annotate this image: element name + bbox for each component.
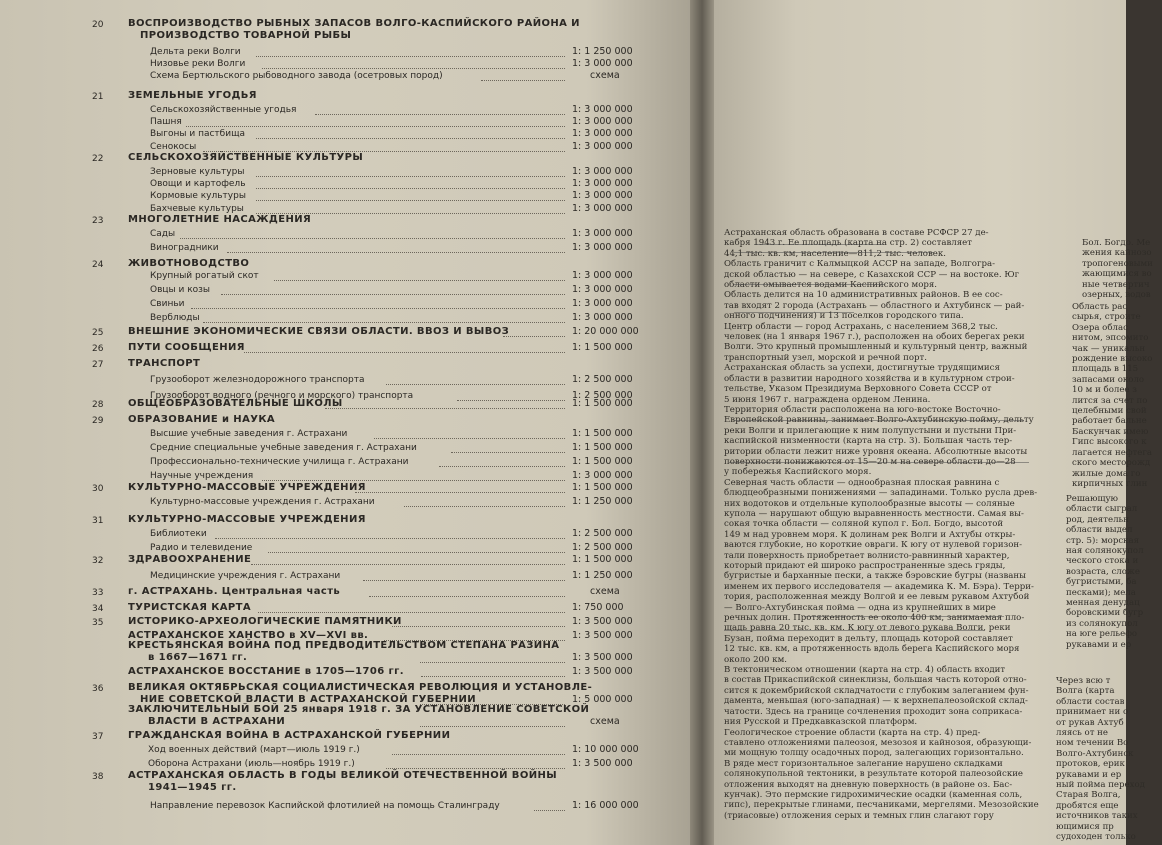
dot-leader xyxy=(256,205,565,214)
pencil-mark xyxy=(734,420,1024,421)
text-line: Область делится на 10 административных районов. В ее сос- xyxy=(724,290,1003,301)
entry-scale: 1: 20 000 000 xyxy=(572,326,639,337)
entry-scale: 1: 3 000 000 xyxy=(572,190,633,201)
text-line: Решающую xyxy=(1066,494,1118,504)
dot-leader xyxy=(244,344,565,353)
entry-scale: 1: 3 500 000 xyxy=(572,758,633,769)
text-line: кунчак). Это пермские гидрохимические осадки (каменная соль, xyxy=(724,789,1023,800)
dot-leader xyxy=(315,106,565,115)
text-line: из солянокупол xyxy=(1066,618,1138,629)
text-line: них водотоков и отдельные куполообразные высоты — соляные xyxy=(724,498,1015,509)
text-line: области омывается водами Каспийского моря. xyxy=(724,280,938,291)
text-line: ческого стока и xyxy=(1066,556,1139,567)
entry-number: 33 xyxy=(92,588,104,598)
entry-scale: 1: 1 500 000 xyxy=(572,456,633,467)
text-line: Область рас xyxy=(1072,302,1128,312)
dot-leader xyxy=(215,530,565,539)
text-line: — Волго-Ахтубинская пойма — одна из крупнейших в мире xyxy=(724,602,996,613)
text-line: ритории области лежит ниже уровня океана. Абсолютные высоты xyxy=(724,446,1028,457)
text-line: ского месторожд xyxy=(1072,458,1151,469)
entry-title: ВОСПРОИЗВОДСТВО РЫБНЫХ ЗАПАСОВ ВОЛГО-КАСПИЙСКОГО РАЙОНА И xyxy=(128,18,580,29)
text-line: 10 м и более з xyxy=(1072,385,1137,396)
text-line: рукавами и ер xyxy=(1056,769,1122,780)
entry-scale: 1: 16 000 000 xyxy=(572,800,639,811)
dot-leader xyxy=(221,286,565,295)
entry-title: МНОГОЛЕТНИЕ НАСАЖДЕНИЯ xyxy=(128,214,312,225)
entry-sub-label: Сады xyxy=(150,229,176,239)
entry-number: 29 xyxy=(92,416,104,426)
entry-title: ЗДРАВООХРАНЕНИЕ xyxy=(128,554,252,565)
text-line: Волги. Это крупный промышленный и культурный центр, важный xyxy=(724,342,1028,353)
entry-scale: 1: 1 500 000 xyxy=(572,428,633,439)
right-page xyxy=(714,0,1153,845)
dot-leader xyxy=(420,654,565,663)
entry-number: 23 xyxy=(92,216,104,226)
dot-leader xyxy=(180,230,565,239)
text-line: речных долин. Протяженность ее около 400 км, занимаемая пло- xyxy=(724,613,1025,624)
entry-title-continued: в 1667—1671 гг. xyxy=(148,652,248,663)
entry-scale: 1: 1 500 000 xyxy=(572,342,633,353)
entry-sub-label: Свиньи xyxy=(150,299,185,309)
text-line: области выдел xyxy=(1066,525,1133,536)
entry-number: 36 xyxy=(92,684,104,694)
text-line: ные четвертич xyxy=(1082,279,1150,290)
entry-number: 21 xyxy=(92,92,104,102)
dot-leader xyxy=(451,444,565,453)
entry-scale: 1: 3 000 000 xyxy=(572,166,633,177)
text-line: каспийской низменности (карта на стр. 3). Большая часть тер- xyxy=(724,436,1013,447)
text-line: бугристые и барханные пески, а также бэровские бугры (названы xyxy=(724,571,1026,582)
entry-number: 37 xyxy=(92,732,104,742)
entry-scale: 1: 3 000 000 xyxy=(572,178,633,189)
text-line: Через всю т xyxy=(1056,676,1111,686)
entry-title: АСТРАХАНСКАЯ ОБЛАСТЬ В ГОДЫ ВЕЛИКОЙ ОТЕЧЕСТВЕННОЙ ВОЙНЫ xyxy=(128,770,558,781)
entry-number: 26 xyxy=(92,344,104,354)
text-line: судоходен только xyxy=(1056,832,1136,843)
text-line: чатости. Здесь на границе сочленения проходит зона соприкаса- xyxy=(724,706,1023,717)
text-line: от рукав Ахтуб xyxy=(1056,717,1124,728)
text-line: В ряде мест горизонтальное залегание нарушено складками xyxy=(724,758,1003,769)
text-line: у побережья Каспийского моря. xyxy=(724,467,872,478)
entry-sub-label: Кормовые культуры xyxy=(150,191,246,201)
text-line: 149 м над уровнем моря. К долинам рек Волги и Ахтубы откры- xyxy=(724,529,1016,540)
pencil-mark xyxy=(724,630,984,631)
entry-title: ТРАНСПОРТ xyxy=(128,358,201,369)
text-line: В тектоническом отношении (карта на стр. 4) область входит xyxy=(724,665,1006,676)
dot-leader xyxy=(439,458,565,467)
text-line: тали поверхность приобретает волнисто-равнинный характер, xyxy=(724,550,1010,561)
entry-title: г. АСТРАХАНЬ. Центральная часть xyxy=(128,586,341,597)
text-line: дробятся еще xyxy=(1056,800,1119,811)
entry-title: АСТРАХАНСКОЕ ВОССТАНИЕ в 1705—1706 гг. xyxy=(128,666,404,677)
entry-scale: 1: 3 000 000 xyxy=(572,58,633,69)
entry-title: КУЛЬТУРНО-МАССОВЫЕ УЧРЕЖДЕНИЯ xyxy=(128,514,366,525)
text-line: Волго-Ахтубинск xyxy=(1056,748,1134,759)
entry-scale: 1: 3 500 000 xyxy=(572,616,633,627)
side-text-column-4 xyxy=(1056,676,1156,843)
book-gutter xyxy=(690,0,714,845)
entry-scale: 1: 1 250 000 xyxy=(572,570,633,581)
dot-leader xyxy=(355,484,565,493)
dot-leader xyxy=(256,168,565,177)
dot-leader xyxy=(203,314,565,323)
text-line: области сыграл xyxy=(1066,504,1138,515)
entry-scale: 1: 750 000 xyxy=(572,602,624,613)
dot-leader xyxy=(374,430,565,439)
text-line: онного подчинения) и 13 поселков городского типа. xyxy=(724,311,964,322)
text-line: запасами около xyxy=(1072,374,1145,385)
entry-sub-label: Выгоны и пастбища xyxy=(150,129,246,139)
entry-sub-label: Зерновые культуры xyxy=(150,167,245,177)
text-line: ваются глубокие, но короткие овраги. К югу от нулевой горизон- xyxy=(724,540,1023,551)
entry-number: 27 xyxy=(92,360,104,370)
entry-sub-label: Библиотеки xyxy=(150,529,207,539)
entry-sub-label: Средние специальные учебные заведения г. Астрахани xyxy=(150,443,417,453)
entry-sub-label: Направление перевозок Каспийской флотилией на помощь Сталинграду xyxy=(150,801,500,811)
entry-sub-label: Грузооборот железнодорожного транспорта xyxy=(150,375,365,385)
text-line: транспортный узел, морской и речной порт. xyxy=(724,352,928,363)
entry-sub-label: Бахчевые культуры xyxy=(150,204,244,214)
entry-title: ОБЩЕОБРАЗОВАТЕЛЬНЫЕ ШКОЛЫ xyxy=(128,398,343,409)
entry-scale: схема xyxy=(590,70,620,81)
entry-scale: 1: 3 500 000 xyxy=(572,666,633,677)
entry-sub-label: Овощи и картофель xyxy=(150,179,246,189)
text-line: стр. 5): морская xyxy=(1066,535,1140,546)
entry-scale: 1: 3 000 000 xyxy=(572,203,633,214)
entry-number: 25 xyxy=(92,328,104,338)
entry-sub-label: Дельта реки Волги xyxy=(150,47,241,57)
dot-leader xyxy=(258,604,565,613)
text-line: Центр области — город Астрахань, с населением 368,2 тыс. xyxy=(724,321,998,332)
dot-leader xyxy=(325,400,565,409)
dot-leader xyxy=(256,180,565,189)
dot-leader xyxy=(186,118,566,127)
text-line: тропогеновыми xyxy=(1082,258,1153,269)
dot-leader xyxy=(481,72,566,81)
pencil-mark xyxy=(729,462,1029,463)
entry-sub-label: Грузооборот водного (речного и морского) транспорта xyxy=(150,391,414,401)
text-line: озерных, водов xyxy=(1082,290,1151,301)
entry-number: 35 xyxy=(92,618,104,628)
text-line: род, деятельн xyxy=(1066,514,1129,525)
text-line: площадь в 115 xyxy=(1072,364,1139,375)
dot-leader xyxy=(227,244,565,253)
text-line: блюдцеобразными понижениями — западинами. Только русла древ- xyxy=(724,488,1038,499)
entry-number: 22 xyxy=(92,154,104,164)
text-line: Геологическое строение области (карта на стр. 4) пред- xyxy=(724,727,981,738)
dot-leader xyxy=(251,556,565,565)
entry-sub-label: Ход военных действий (март—июль 1919 г.) xyxy=(148,745,360,755)
text-line: человек (на 1 января 1967 г.), расположен на обоих берегах реки xyxy=(724,332,1025,343)
entry-scale: 1: 2 500 000 xyxy=(572,528,633,539)
text-line: Волга (карта xyxy=(1056,686,1115,697)
entry-scale: 1: 3 000 000 xyxy=(572,284,633,295)
entry-number: 28 xyxy=(92,400,104,410)
entry-sub-label: Низовье реки Волги xyxy=(150,59,246,69)
text-line: ная солянокупол xyxy=(1066,546,1144,557)
entry-number: 38 xyxy=(92,772,104,782)
entry-title: ИСТОРИКО-АРХЕОЛОГИЧЕСКИЕ ПАМЯТНИКИ xyxy=(128,616,402,627)
text-line: песками); мела xyxy=(1066,587,1136,598)
dot-leader xyxy=(256,130,565,139)
text-line: который придают ей широко распространенные здесь гряды, xyxy=(724,561,1006,571)
entry-scale: 1: 3 000 000 xyxy=(572,141,633,152)
entry-scale: 1: 3 500 000 xyxy=(572,652,633,663)
entry-scale: 1: 5 000 000 xyxy=(572,694,633,705)
text-line: жающимися во xyxy=(1082,269,1152,280)
entry-scale: 1: 3 000 000 xyxy=(572,116,633,127)
dot-leader xyxy=(203,143,565,152)
entry-title: ТУРИСТСКАЯ КАРТА xyxy=(128,602,252,613)
text-line: рождение высоко xyxy=(1072,354,1153,365)
entry-scale: 1: 1 500 000 xyxy=(572,442,633,453)
text-line: дской областью — на севере, с Казахской ССР — на востоке. Юг xyxy=(724,269,1020,280)
text-line: сокая точка области — соляной купол г. Бол. Богдо, высотой xyxy=(724,519,1004,530)
entry-sub-label: Медицинские учреждения г. Астрахани xyxy=(150,571,341,581)
entry-title-continued: НИЕ СОВЕТСКОЙ ВЛАСТИ В АСТРАХАНСКОЙ ГУБЕРНИИ xyxy=(140,694,477,705)
text-line: Астраханская область образована в составе РСФСР 27 де- xyxy=(724,228,989,238)
text-line: ми мощную толщу осадочных пород, залегающих горизонтально. xyxy=(724,748,1024,759)
entry-scale: 1: 1 250 000 xyxy=(572,496,633,507)
entry-sub-label: Сельскохозяйственные угодья xyxy=(150,105,297,115)
text-line: чак — уникальн xyxy=(1072,343,1146,354)
pencil-mark xyxy=(734,312,854,313)
text-line: Европейской равнины, занимает Волго-Ахтубинскую пойму, дельту xyxy=(724,415,1034,426)
text-line: именем их первого исследователя — академика К. М. Бэра). Терри- xyxy=(724,581,1034,592)
entry-title-continued: 1941—1945 гг. xyxy=(148,782,237,793)
text-line: поверхности понижаются от 15—20 м на севере области до—28 xyxy=(724,456,1016,467)
text-line: (триасовые) отложения серых и темных глин слагают гору xyxy=(724,810,994,821)
entry-title-continued: ВЛАСТИ В АСТРАХАНИ xyxy=(148,716,286,727)
entry-sub-label: Пашня xyxy=(150,117,182,127)
dot-leader xyxy=(191,300,565,309)
entry-title: ПУТИ СООБЩЕНИЯ xyxy=(128,342,245,353)
entry-scale: 1: 1 500 000 xyxy=(572,398,633,409)
dot-leader xyxy=(503,328,565,337)
dot-leader xyxy=(262,60,565,69)
entry-title: ЗАКЛЮЧИТЕЛЬНЫЙ БОЙ 25 января 1918 г. ЗА УСТАНОВЛЕНИЕ СОВЕТСКОЙ xyxy=(128,704,590,715)
text-line: лагается нефтега xyxy=(1072,447,1153,458)
text-line: реки Волги и прилегающие к ним полупустыни и пустыни При- xyxy=(724,425,1017,436)
entry-sub-label: Верблюды xyxy=(150,313,200,323)
text-line: ном течении Во xyxy=(1056,738,1129,749)
text-line: ляясь от не xyxy=(1056,728,1108,739)
dot-leader xyxy=(392,746,565,755)
entry-scale: 1: 10 000 000 xyxy=(572,744,639,755)
text-line: щадь равна 20 тыс. кв. км. К югу от левого рукава Волги, реки xyxy=(724,623,1011,634)
text-line: около 200 км. xyxy=(724,654,788,665)
text-line: Баскунчак имею xyxy=(1072,426,1149,437)
entry-sub-label: Научные учреждения xyxy=(150,471,254,481)
pencil-mark xyxy=(804,616,1004,617)
entry-number: 30 xyxy=(92,484,104,494)
text-line: кабря 1943 г. Ее площадь (карта на стр. 2) составляет xyxy=(724,238,973,249)
dot-leader xyxy=(386,376,565,385)
dot-leader xyxy=(274,272,565,281)
entry-scale: 1: 2 500 000 xyxy=(572,542,633,553)
text-line: ный пойма переход xyxy=(1056,780,1145,791)
entry-number: 32 xyxy=(92,556,104,566)
dot-leader xyxy=(420,718,565,727)
entry-sub-label: Виноградники xyxy=(150,243,219,253)
entry-scale: 1: 3 000 000 xyxy=(572,298,633,309)
entry-sub-label: Овцы и козы xyxy=(150,285,211,295)
text-line: нитом, эпсомито xyxy=(1072,333,1149,344)
text-line: 12 тыс. кв. км, а протяженность вдоль берега Каспийского моря xyxy=(724,644,1020,655)
pencil-mark xyxy=(754,244,884,245)
text-line: купола — нарушают общую выравненность местности. Самая вы- xyxy=(724,508,1024,519)
text-line: в состав Прикаспийской синеклизы, большая часть которой отно- xyxy=(724,675,1027,686)
text-line: работает бальне xyxy=(1072,416,1147,427)
text-line: гипс), перекрытые глинами, песчаниками, мергелями. Мезозойские xyxy=(724,800,1039,811)
entry-sub-label: Схема Бертюльского рыбоводного завода (осетровых пород) xyxy=(150,71,443,81)
entry-scale: 1: 3 000 000 xyxy=(572,228,633,239)
entry-number: 31 xyxy=(92,516,104,526)
dot-leader xyxy=(268,544,565,553)
text-line: протоков, ерик xyxy=(1056,759,1125,770)
side-text-column-3 xyxy=(1066,494,1161,650)
text-line: принимает ни о xyxy=(1056,707,1129,718)
text-line: ставлено отложениями палеозоя, мезозоя и кайнозоя, образующи- xyxy=(724,737,1032,748)
entry-sub-label: Радио и телевидение xyxy=(150,543,253,553)
entry-title: ЖИВОТНОВОДСТВО xyxy=(128,258,250,269)
entry-title: АСТРАХАНСКОЕ ХАНСТВО в XV—XVI вв. xyxy=(128,630,369,641)
entry-sub-label: Крупный рогатый скот xyxy=(150,271,259,281)
entry-sub-label: Оборона Астрахани (июль—ноябрь 1919 г.) xyxy=(148,759,355,769)
dot-leader xyxy=(386,760,565,769)
text-line: Гипс высокого к xyxy=(1072,437,1147,448)
entry-scale: 1: 3 000 000 xyxy=(572,128,633,139)
text-line: сится к докембрийской складчатости с глубоким залеганием фун- xyxy=(724,685,1029,696)
dot-leader xyxy=(404,498,565,507)
dot-leader xyxy=(256,192,565,201)
entry-title: КРЕСТЬЯНСКАЯ ВОЙНА ПОД ПРЕДВОДИТЕЛЬСТВОМ СТЕПАНА РАЗИНА xyxy=(128,640,560,651)
text-line: области состав xyxy=(1056,696,1125,707)
text-line: области в развитии народного хозяйства и в культурном строи- xyxy=(724,373,1015,384)
entry-sub-label: Высшие учебные заведения г. Астрахани xyxy=(150,429,348,439)
text-line: ния Русской и Предкавказской платформ. xyxy=(724,717,918,728)
entry-title: ВЕЛИКАЯ ОКТЯБРЬСКАЯ СОЦИАЛИСТИЧЕСКАЯ РЕВОЛЮЦИЯ И УСТАНОВЛЕ- xyxy=(128,682,593,693)
text-line: на юге рельефо xyxy=(1066,629,1138,640)
text-line: Территория области расположена на юго-востоке Восточно- xyxy=(724,404,1001,415)
entry-scale: схема xyxy=(590,716,620,727)
text-line: солянокупольной тектоники, в результате которой палеозойские xyxy=(724,769,1024,780)
pencil-mark xyxy=(734,252,934,253)
dot-leader xyxy=(363,572,566,581)
entry-scale: 1: 1 500 000 xyxy=(572,482,633,493)
dot-leader xyxy=(369,588,565,597)
entry-title: КУЛЬТУРНО-МАССОВЫЕ УЧРЕЖДЕНИЯ xyxy=(128,482,366,493)
entry-scale: 1: 3 000 000 xyxy=(572,312,633,323)
entry-title: ГРАЖДАНСКАЯ ВОЙНА В АСТРАХАНСКОЙ ГУБЕРНИИ xyxy=(128,730,451,741)
text-line: целебными свой xyxy=(1072,406,1147,417)
text-line: тав входят 2 города (Астрахань — областного и Ахтубинск — рай- xyxy=(724,300,1025,311)
text-line: Область граничит с Калмыцкой АССР на западе, Волгогра- xyxy=(724,259,996,270)
text-line: источников таких xyxy=(1056,811,1138,822)
entry-title-continued: ПРОИЗВОДСТВО ТОВАРНОЙ РЫБЫ xyxy=(140,30,352,41)
entry-title: СЕЛЬСКОХОЗЯЙСТВЕННЫЕ КУЛЬТУРЫ xyxy=(128,152,364,163)
entry-title: ЗЕМЕЛЬНЫЕ УГОДЬЯ xyxy=(128,90,257,101)
text-line: Бол. Богдо. Ме xyxy=(1082,238,1151,248)
text-line: Озера облас xyxy=(1072,322,1128,333)
entry-number: 24 xyxy=(92,260,104,270)
entry-scale: схема xyxy=(590,586,620,597)
entry-title: ОБРАЗОВАНИЕ и НАУКА xyxy=(128,414,276,425)
entry-number: 34 xyxy=(92,604,104,614)
entry-scale: 1: 3 000 000 xyxy=(572,242,633,253)
text-line: рукавами и ер xyxy=(1066,639,1132,650)
text-line: лится за счет по xyxy=(1072,395,1148,406)
entry-scale: 1: 3 000 000 xyxy=(572,270,633,281)
entry-scale: 1: 3 000 000 xyxy=(572,470,633,481)
dot-leader xyxy=(392,618,565,627)
entry-sub-label: Культурно-массовые учреждения г. Астрахани xyxy=(150,497,375,507)
text-line: 5 июня 1967 г. награждена орденом Ленина. xyxy=(724,394,931,405)
text-line: кирпичных глин xyxy=(1072,478,1148,489)
text-line: Старая Волга, xyxy=(1056,790,1121,801)
side-text-column-1 xyxy=(1082,238,1162,300)
entry-title: ВНЕШНИЕ ЭКОНОМИЧЕСКИЕ СВЯЗИ ОБЛАСТИ. ВВОЗ И ВЫВОЗ xyxy=(128,326,510,337)
side-text-column-2 xyxy=(1072,302,1162,489)
text-line: Астраханская область за успехи, достигнутые трудящимися xyxy=(724,363,1000,374)
entry-sub-label: Сенокосы xyxy=(150,142,197,152)
text-line: тория, расположенная между Волгой и ее левым рукавом Ахтубой xyxy=(724,592,1030,603)
main-text-column xyxy=(724,228,1050,821)
text-line: возраста, сложе xyxy=(1066,566,1140,577)
entry-number: 20 xyxy=(92,20,104,30)
text-line: тельстве, Указом Президиума Верховного Совета СССР от xyxy=(724,384,992,395)
entry-scale: 1: 3 500 000 xyxy=(572,630,633,641)
text-line: менная денудац xyxy=(1066,598,1140,609)
text-line: ющимися пр xyxy=(1056,821,1114,832)
entry-scale: 1: 3 000 000 xyxy=(572,104,633,115)
entry-sub-label: Профессионально-технические училища г. Астрахани xyxy=(150,457,409,467)
text-line: Бузан, пойма переходит в дельту, площадь которой составляет xyxy=(724,633,1013,644)
text-line: жилые дома го xyxy=(1072,468,1141,479)
dot-leader xyxy=(421,668,565,677)
dot-leader xyxy=(262,472,565,481)
text-line: боровскими бугр xyxy=(1066,608,1144,619)
text-line: дамента, меньшая (юго-западная) — к верхнепалеозойской склад- xyxy=(724,696,1028,707)
dot-leader xyxy=(534,802,565,811)
text-line: 44,1 тыс. кв. км, население—811,2 тыс. человек. xyxy=(724,248,946,259)
text-line: жения кайнозо xyxy=(1082,248,1152,259)
pencil-mark xyxy=(734,284,884,285)
entry-scale: 1: 2 500 000 xyxy=(572,374,633,385)
entry-scale: 1: 2 500 000 xyxy=(572,390,633,401)
text-line: бугристыми, ба xyxy=(1066,577,1137,588)
entry-scale: 1: 1 250 000 xyxy=(572,46,633,57)
dot-leader xyxy=(256,48,565,57)
text-line: Северная часть области — однообразная плоская равнина с xyxy=(724,477,1000,488)
text-line: отложения выходят на дневную поверхность (в районе оз. Бас- xyxy=(724,779,1013,790)
entry-scale: 1: 1 500 000 xyxy=(572,554,633,565)
text-line: сырья, строите xyxy=(1072,312,1141,323)
